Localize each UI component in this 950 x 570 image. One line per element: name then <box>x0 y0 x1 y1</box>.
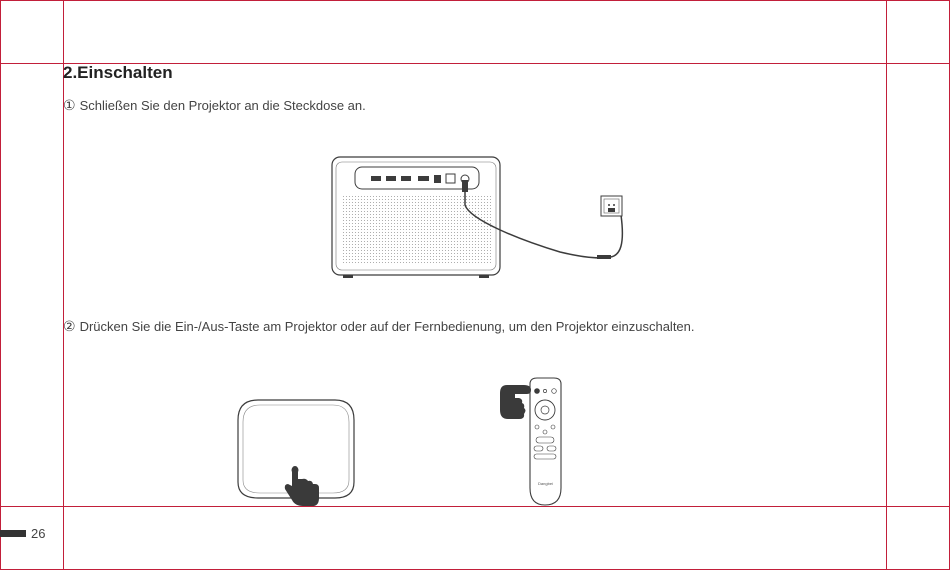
remote-brand-label: Dangbei <box>538 481 553 486</box>
step-2-number: ② <box>63 318 76 334</box>
step-2-text: Drücken Sie die Ein-/Aus-Taste am Projektor oder auf der Fernbedienung, um den Projektor einzuschalten. <box>79 319 695 334</box>
step-1-text: Schließen Sie den Projektor an die Steckdose an. <box>79 98 366 113</box>
page-number: 26 <box>31 526 46 541</box>
remote-control-illustration <box>530 378 561 505</box>
page-marker <box>0 530 26 537</box>
step-1-number: ① <box>63 97 76 113</box>
pointing-hand-icon <box>500 385 531 419</box>
section-title: 2.Einschalten <box>63 63 173 82</box>
